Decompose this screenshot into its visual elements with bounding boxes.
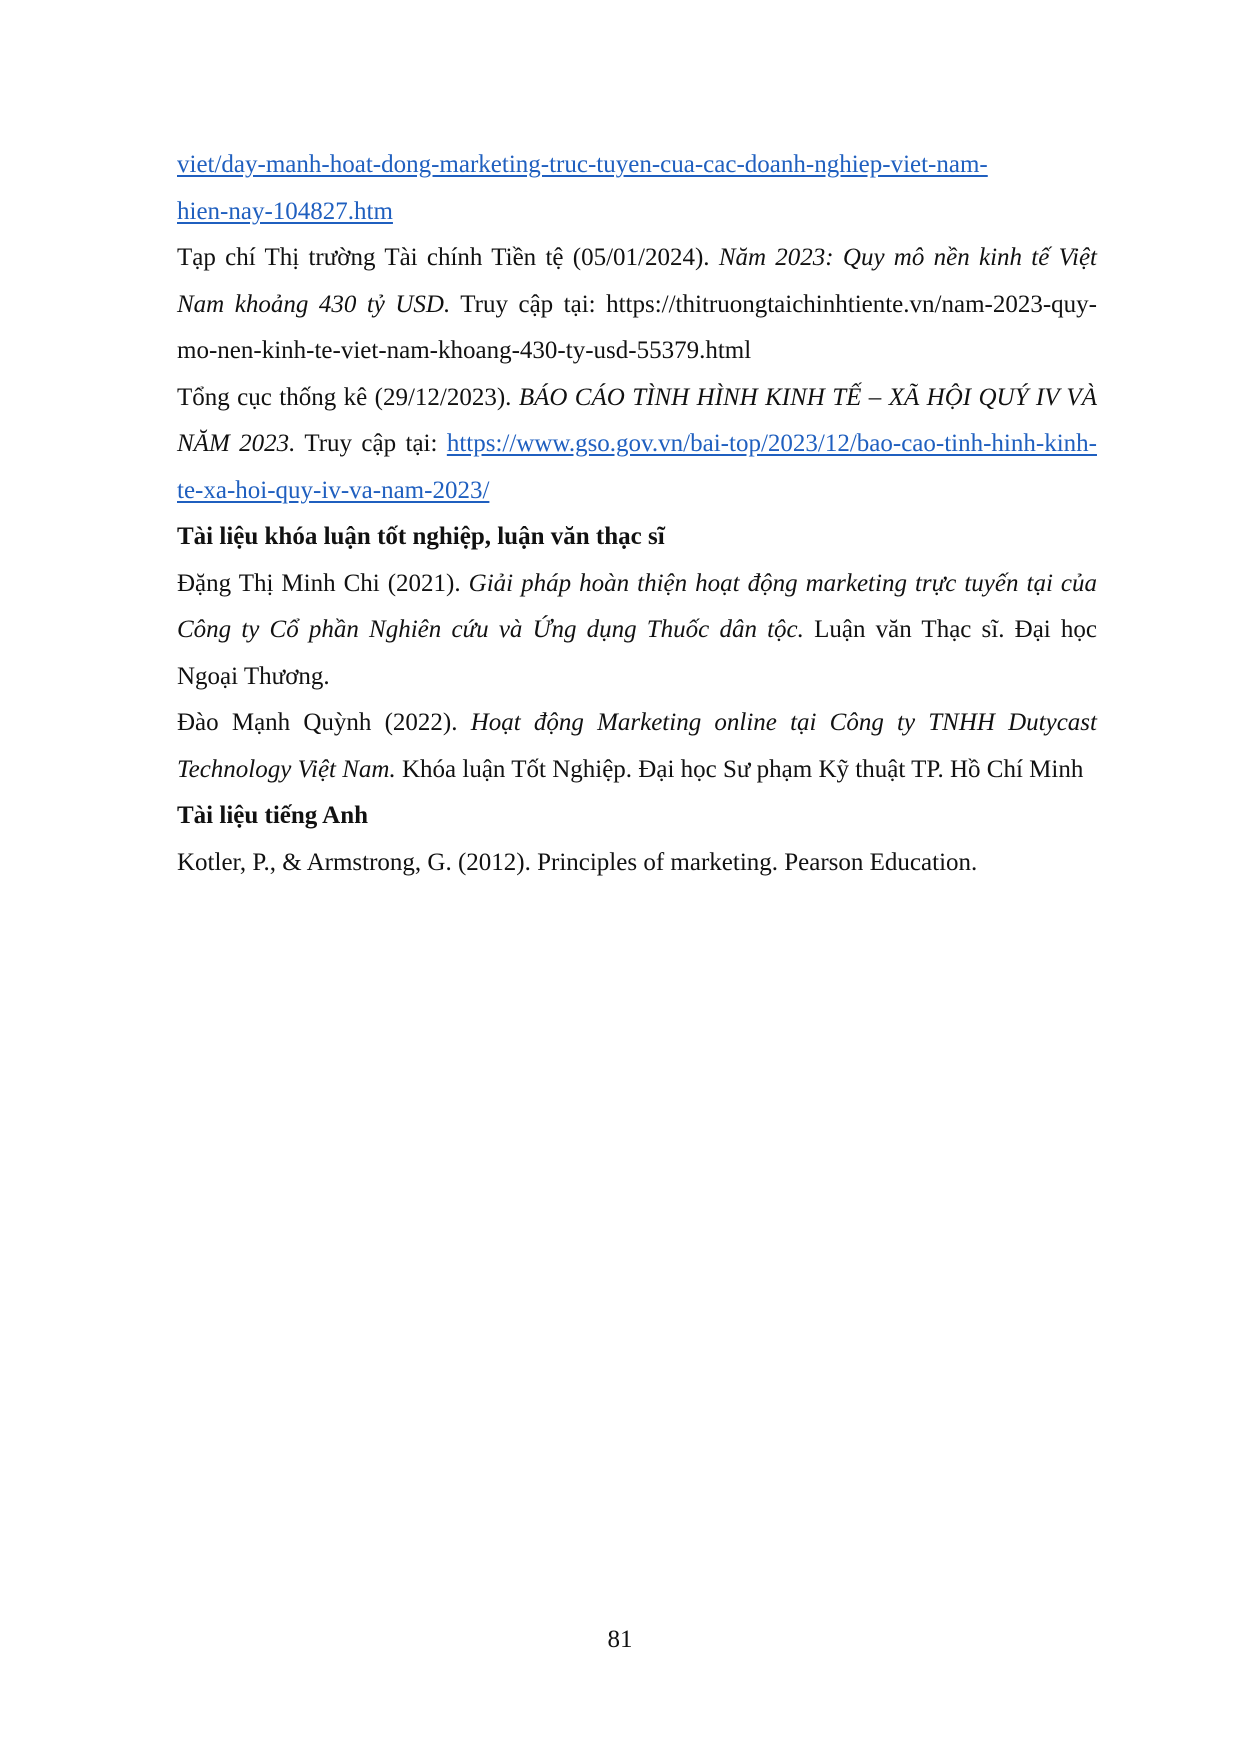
reference-access-label: Truy cập tại: [295, 430, 447, 457]
reference-author-date: Tổng cục thống kê (29/12/2023). [177, 383, 519, 411]
reference-author-date: Đặng Thị Minh Chi (2021). [177, 569, 469, 597]
reference-list [177, 142, 1097, 886]
reference-link-gso[interactable]: https://www.gso.gov.vn/bai-top/2023/12/bao-cao-tinh-hinh-kinh-te-xa-hoi-quy-iv-va-nam-2023/ [177, 430, 1097, 504]
reference-entry-dang-thi-minh-chi [177, 561, 1097, 701]
reference-entry-thitruong [177, 235, 1097, 375]
reference-entry-dao-manh-quynh [177, 700, 1097, 793]
reference-entry-gso [177, 375, 1097, 515]
section-heading-english: Tài liệu tiếng Anh [177, 802, 369, 829]
reference-access: Truy cập tại: https://thitruongtaichinhtiente.vn/nam-2023-quy-mo-nen-kinh-te-viet-nam-khoang-430-ty-usd-55379.html [177, 290, 1097, 364]
reference-author-date: Đào Mạnh Quỳnh (2022). [177, 709, 471, 736]
reference-link-line-1[interactable]: viet/day-manh-hoat-dong-marketing-truc-tuyen-cua-cac-doanh-nghiep-viet-nam- [177, 151, 988, 178]
page-number: 81 [607, 1626, 633, 1653]
reference-detail: Khóa luận Tốt Nghiệp. Đại học Sư phạm Kỹ thuật TP. Hồ Chí Minh [395, 755, 1084, 783]
reference-title: BÁO CÁO TÌNH HÌNH KINH TẾ – XÃ HỘI QUÝ IV VÀ NĂM 2023. [177, 383, 1097, 457]
reference-title: Giải pháp hoàn thiện hoạt động marketing trực tuyến tại của Công ty Cổ phần Nghiên cứu và Ứng dụng Thuốc dân tộc. [177, 569, 1097, 643]
reference-author-date: Tạp chí Thị trường Tài chính Tiền tệ (05/01/2024). [177, 244, 719, 271]
reference-detail: Luận văn Thạc sĩ. Đại học Ngoại Thương. [177, 616, 1097, 690]
reference-title: Hoạt động Marketing online tại Công ty TNHH Dutycast Technology Việt Nam. [177, 709, 1097, 783]
reference-entry-url-continuation [177, 142, 1097, 235]
section-heading-theses: Tài liệu khóa luận tốt nghiệp, luận văn thạc sĩ [177, 523, 665, 550]
reference-entry-kotler: Kotler, P., & Armstrong, G. (2012). Principles of marketing. Pearson Education. [177, 848, 978, 876]
reference-link-line-2[interactable]: hien-nay-104827.htm [177, 197, 393, 225]
reference-title: Năm 2023: Quy mô nền kinh tế Việt Nam khoảng 430 tỷ USD. [177, 244, 1098, 318]
